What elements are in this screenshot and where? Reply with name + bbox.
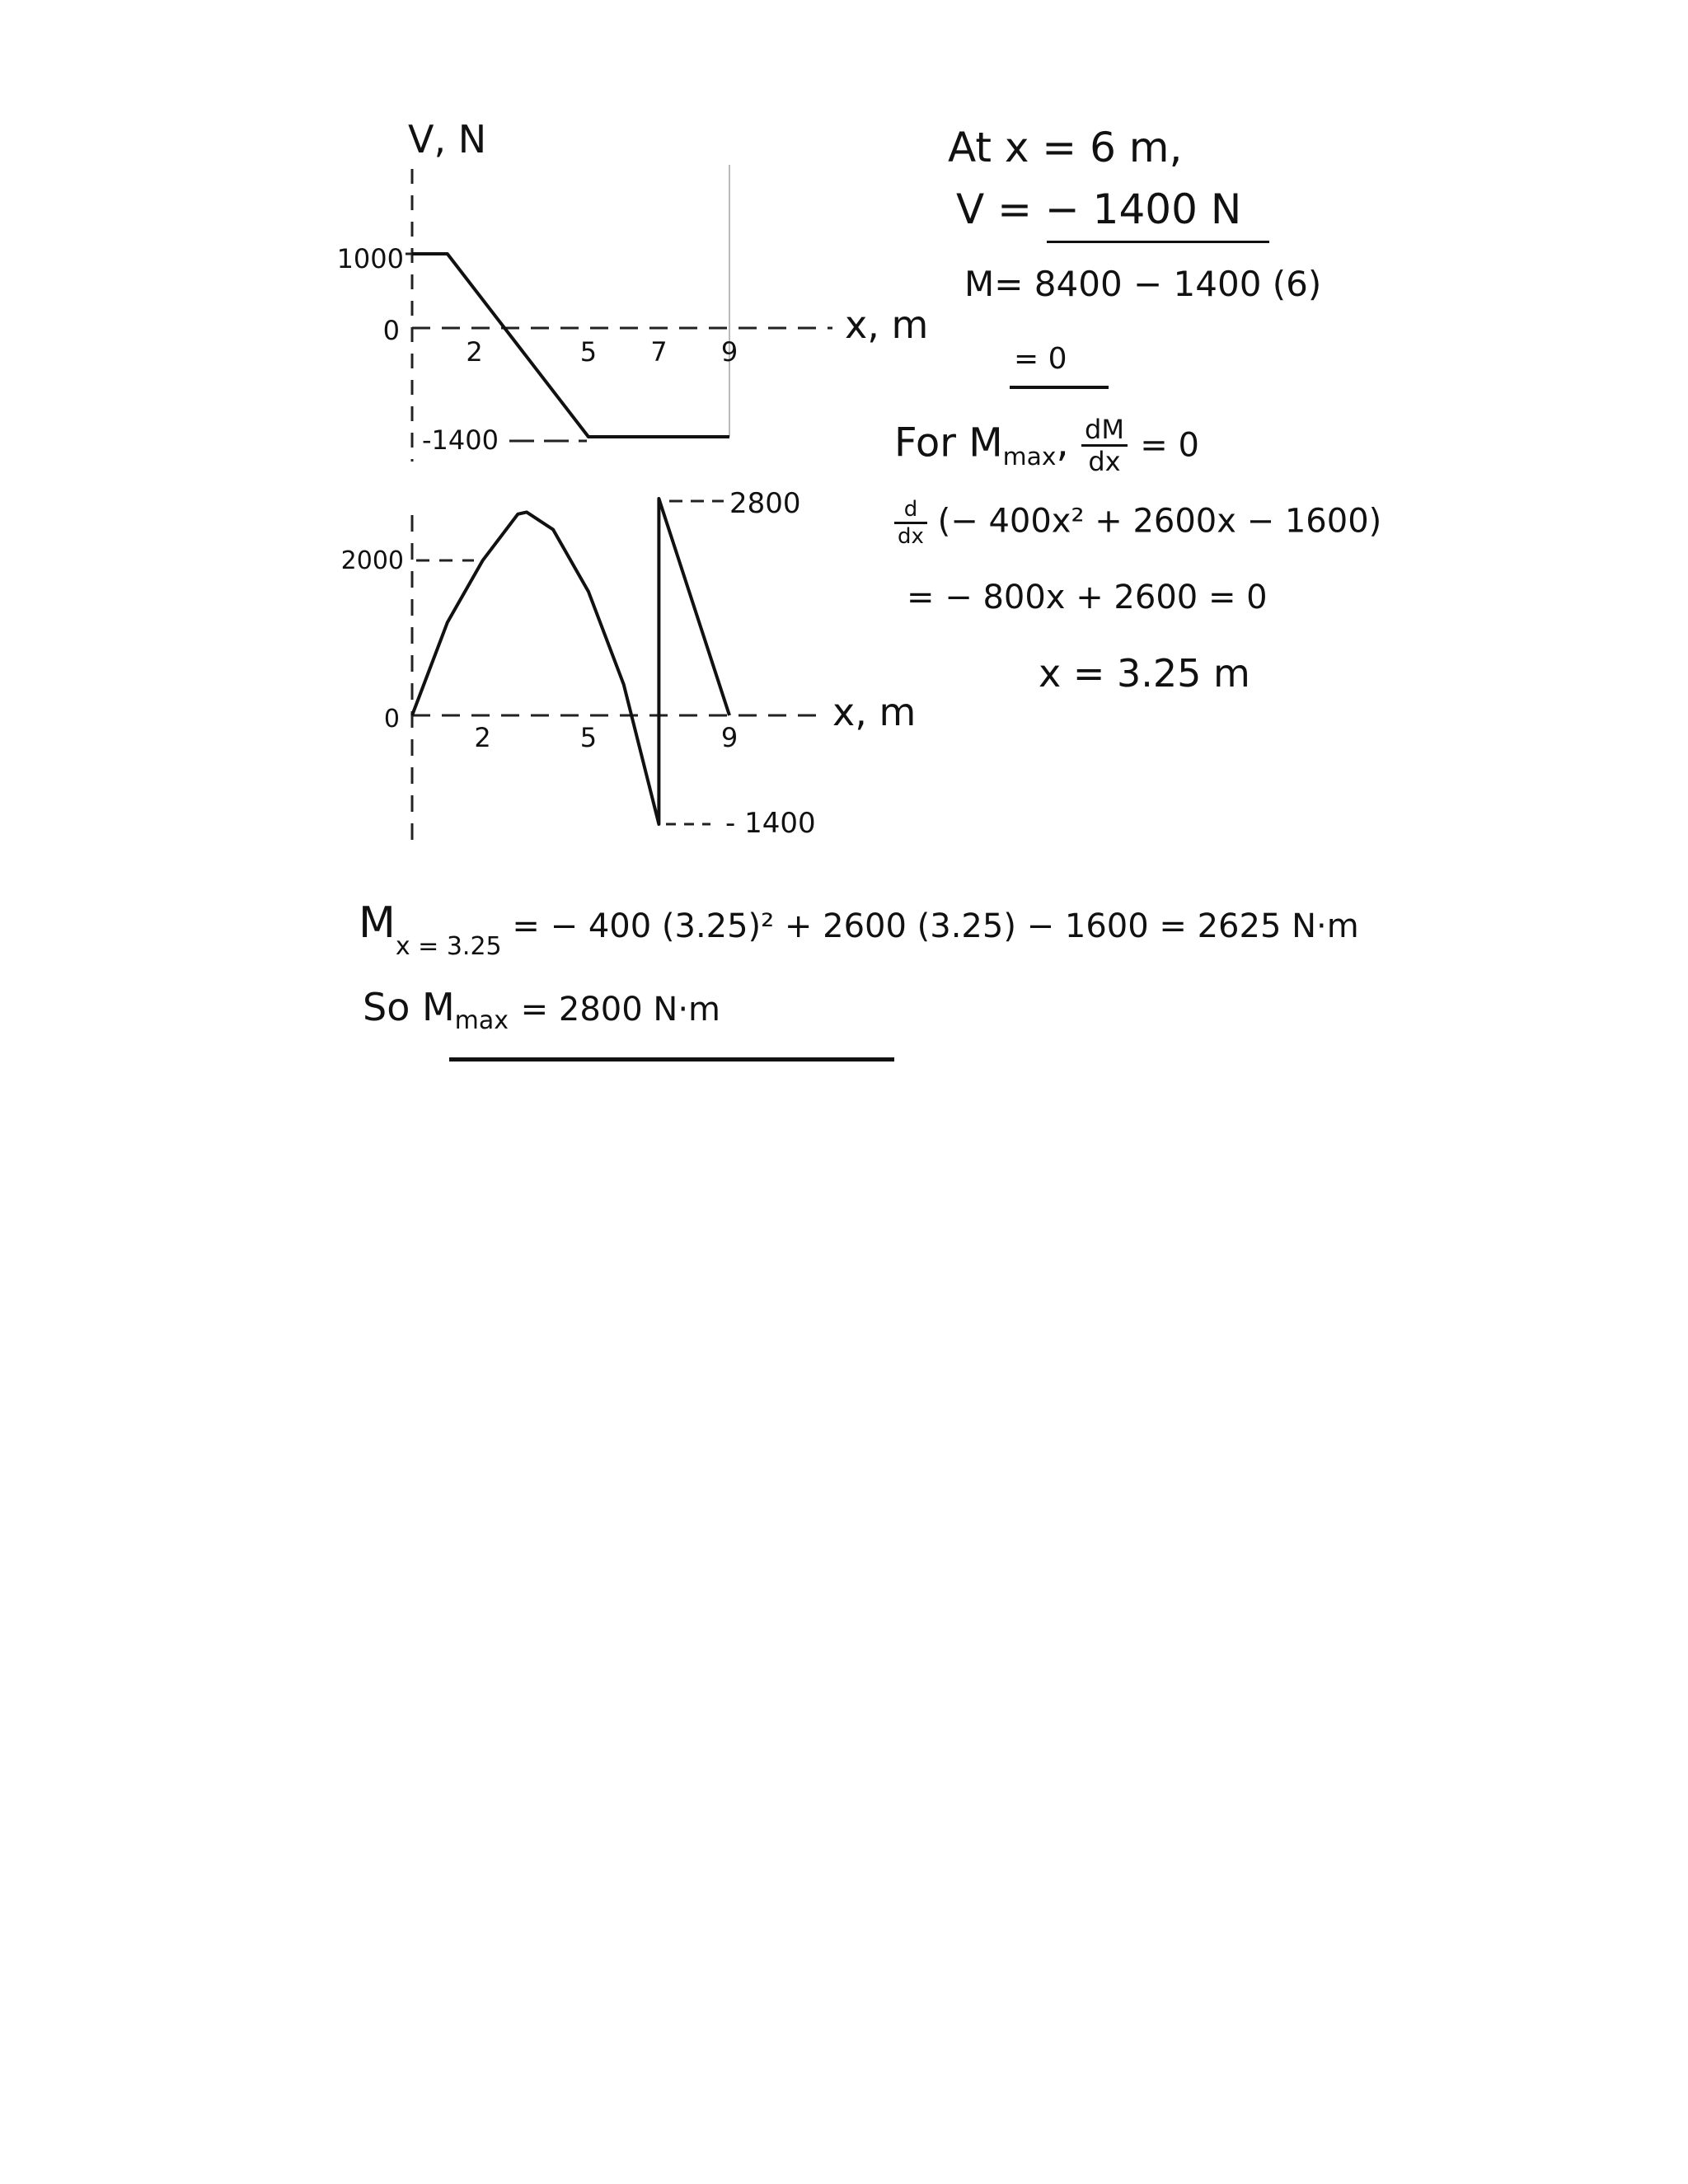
work-line-5-mid: ,	[1056, 419, 1069, 466]
v-ytick-1000: 1000	[336, 243, 404, 274]
v-ytick-0: 0	[382, 315, 400, 346]
v-series-line	[412, 254, 729, 437]
work-line-3: M= 8400 − 1400 (6)	[964, 264, 1322, 304]
work-line-5-frac	[1081, 416, 1128, 475]
underline-mmax	[449, 1057, 894, 1062]
m-ytick-2000: 2000	[340, 546, 404, 575]
v-xtick-7: 7	[650, 336, 668, 368]
v-xtick-2: 2	[466, 336, 483, 368]
work-line-5-sub: max	[1002, 443, 1057, 472]
v-ylabel: V, N	[408, 117, 487, 162]
work-line-5-den: dx	[1088, 446, 1121, 477]
work-line-6-num: d	[894, 499, 927, 524]
work-line-10-expr: = 2800 N·m	[520, 991, 720, 1029]
m-xtick-9: 9	[720, 722, 738, 753]
m-xtick-2: 2	[474, 722, 491, 753]
work-line-5-pre: For M	[894, 419, 1003, 466]
work-line-2: V = − 1400 N	[956, 185, 1242, 233]
work-line-10-pre: So M	[363, 985, 455, 1029]
work-line-9-expr: = − 400 (3.25)² + 2600 (3.25) − 1600 = 2625 N·m	[512, 907, 1359, 945]
m-xlabel: x, m	[832, 690, 917, 734]
underline-m	[1010, 386, 1109, 389]
v-ytick-neg1400: -1400	[422, 424, 499, 456]
work-line-6-frac	[894, 499, 927, 547]
work-line-4: = 0	[1014, 342, 1067, 376]
work-line-10	[363, 985, 720, 1035]
underline-v	[1047, 241, 1269, 243]
work-line-5-num: dM	[1081, 416, 1128, 447]
m-annot-neg1400: - 1400	[725, 807, 816, 840]
work-line-6	[894, 499, 1381, 547]
work-line-9-sub: x = 3.25	[395, 932, 502, 961]
work-line-5	[894, 416, 1199, 475]
work-line-10-sub: max	[454, 1006, 509, 1036]
m-ytick-0: 0	[383, 705, 400, 733]
work-line-5-post: = 0	[1140, 426, 1199, 465]
work-line-8: x = 3.25 m	[1039, 651, 1250, 696]
work-line-9-pre: M	[359, 898, 396, 948]
work-line-1: At x = 6 m,	[948, 124, 1183, 171]
work-line-9	[359, 898, 1359, 961]
work-line-6-expr: (− 400x² + 2600x − 1600)	[937, 502, 1382, 541]
v-xlabel: x, m	[845, 302, 929, 347]
work-line-7: = − 800x + 2600 = 0	[907, 579, 1268, 616]
m-xtick-5: 5	[579, 722, 598, 753]
work-line-6-den: dx	[898, 524, 924, 549]
m-annot-2800: 2800	[729, 487, 801, 520]
v-xtick-9: 9	[720, 336, 738, 368]
m-series-line	[412, 499, 729, 824]
v-xtick-5: 5	[579, 336, 598, 368]
